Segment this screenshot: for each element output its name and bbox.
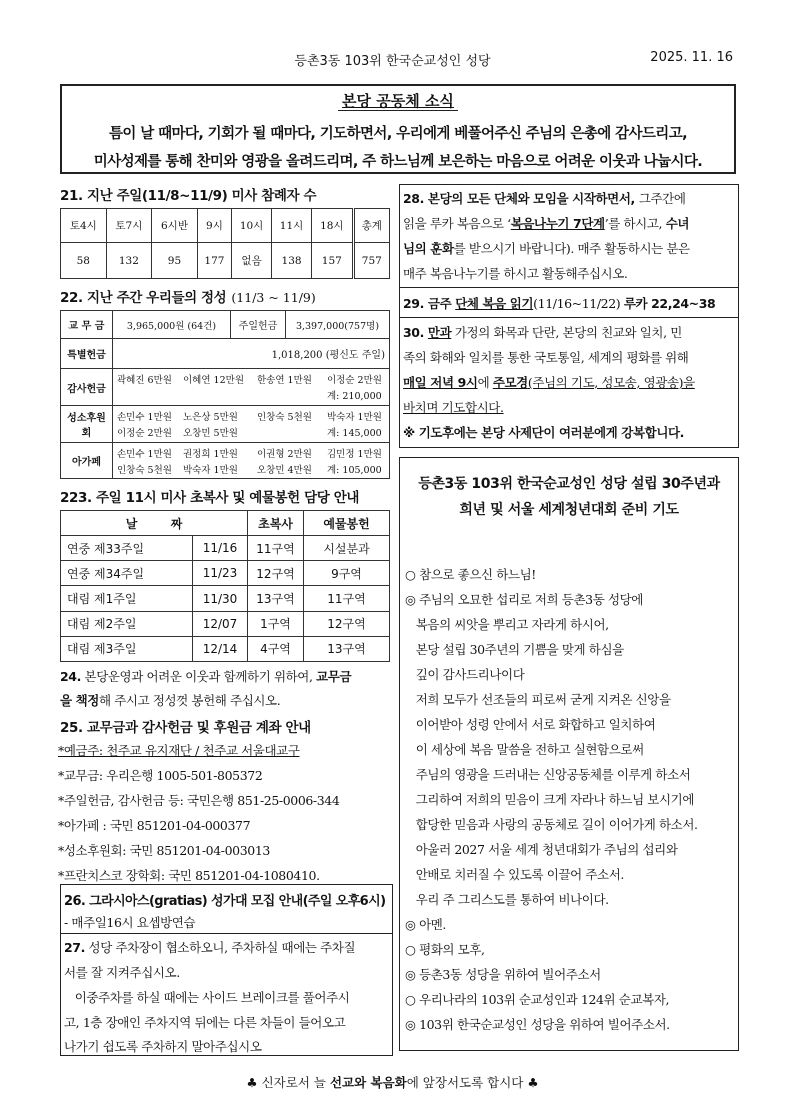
notice-emphasis: 복음나누기 7단계 [510, 216, 605, 231]
account-holder: *예금주: 천주교 유지재단 / 천주교 서울대교구 [58, 743, 300, 758]
account-line: *교무금: 우리은행 1005-501-805372 [58, 768, 263, 783]
notice-text: 성당 주차장이 협소하오니, 주차하실 때에는 주차질 [84, 940, 356, 955]
schedule-table [60, 510, 390, 662]
prayer-line: ◎ 주님의 오묘한 섭리로 저희 등촌3동 성당에 [405, 592, 643, 607]
account-line: *주일헌금, 감사헌금 등: 국민은행 851-25-0006-344 [58, 793, 340, 808]
attendance-title: 21. 지난 주일(11/8~11/9) 미사 참례자 수 [60, 188, 317, 204]
prayer-line: 우리 주 그리스도를 통하여 비나이다. [405, 892, 609, 907]
schedule-header-date: 날 짜 [61, 511, 248, 536]
prayer-line: ○ 우리나라의 103위 순교성인과 124위 순교복자, [405, 992, 670, 1007]
schedule-altar: 4구역 [248, 636, 304, 661]
notice-30-line-2: 족의 화해와 일치를 통한 국토통일, 세계의 평화를 위해 [403, 350, 689, 365]
notice-text: 를 받으시기 바랍니다). 매주 활동하시는 분은 [453, 241, 690, 256]
parking-line: 고, 1층 장애인 주차지역 뒤에는 다른 차들이 들어오고 [64, 1015, 346, 1030]
att-value-cell: 132 [106, 243, 152, 279]
att-value-cell: 157 [312, 243, 354, 279]
prayer-line: 이어받아 성령 안에서 서로 화합하고 일치하여 [405, 717, 656, 732]
att-value-cell: 95 [152, 243, 198, 279]
donor-name: 박숙자 1만원 [183, 465, 238, 476]
offering-names-cell [113, 406, 390, 443]
notice-24-line-2 [60, 691, 280, 709]
notice-number: 29. 금주 [403, 296, 456, 311]
schedule-offering: 13구역 [304, 636, 390, 661]
att-header-cell: 10시 [232, 209, 272, 243]
donor-name: 박숙자 1만원 [327, 412, 382, 423]
donor-name: 김민정 1만원 [327, 449, 382, 460]
donor-name: 이정순 2만원 [327, 375, 382, 386]
table-row [61, 561, 390, 586]
offering-category: 성소후원회 [61, 406, 113, 443]
att-value-cell: 177 [197, 243, 231, 279]
offering-category: 주일헌금 [231, 311, 286, 339]
weekly-reading-box [399, 288, 739, 318]
offering-value: 3,397,000(757명) [286, 311, 390, 339]
notice-emphasis: 매일 저녁 9시 [403, 375, 478, 390]
prayer-line: 안배로 치러질 수 있도록 이끌어 주소서. [405, 867, 624, 882]
choir-notice-box [60, 884, 393, 934]
schedule-offering: 시설분과 [304, 536, 390, 561]
notice-number: 24. [60, 669, 81, 684]
account-line: *아가페 : 국민 851201-04-000377 [58, 818, 251, 833]
bulletin-date: 2025. 11. 16 [650, 50, 733, 65]
donor-name: 노은상 5만원 [183, 412, 238, 423]
att-header-cell: 11시 [272, 209, 312, 243]
prayer-line: 복음의 씨앗을 뿌리고 자라게 하시어, [405, 617, 609, 632]
banner-line-2: 미사성제를 통해 찬미와 영광을 올려드리며, 주 하느님께 보은하는 마음으로 어려운 이웃과 나눕시다. [93, 154, 703, 170]
att-value-cell: 138 [272, 243, 312, 279]
notice-emphasis: 을 책정 [60, 693, 99, 708]
prayer-line: 아울러 2027 서울 세계 청년대회가 주님의 섭리와 [405, 842, 678, 857]
table-row [61, 586, 390, 611]
notice-28-line-1 [403, 189, 686, 207]
parking-line: 서를 잘 지켜주십시오. [64, 965, 180, 980]
choir-practice: - 매주일16시 요셉방연습 [64, 915, 196, 930]
schedule-altar: 12구역 [248, 561, 304, 586]
notice-emphasis: 수녀 [665, 216, 690, 231]
group-gospel-notice-box [399, 184, 739, 288]
att-value-cell: 58 [61, 243, 107, 279]
prayer-line: 깊이 감사드리나이다 [405, 667, 525, 682]
schedule-date: 11/30 [193, 586, 248, 611]
schedule-offering: 12구역 [304, 611, 390, 636]
weekly-reading [403, 294, 715, 312]
parking-line: 이중주차를 하실 때에는 사이드 브레이크를 풀어주시 [64, 990, 350, 1005]
donor-name: 권정희 1만원 [183, 449, 238, 460]
choir-notice-title: 26. 그라시아스(gratias) 성가대 모집 안내(주일 오후6시) [64, 894, 386, 909]
offering-total: 계: 145,000 [327, 428, 382, 439]
schedule-date: 11/16 [193, 536, 248, 561]
donor-name: 한송연 1만원 [257, 375, 312, 386]
att-header-cell: 6시반 [152, 209, 198, 243]
schedule-altar: 13구역 [248, 586, 304, 611]
parking-line: 나가기 쉽도록 주차하지 말아주십시오 [64, 1039, 262, 1054]
attendance-table [60, 208, 390, 279]
att-header-cell: 토7시 [106, 209, 152, 243]
notice-text: 해 주시고 정성껏 봉헌해 주십시오. [98, 693, 281, 708]
offering-names-cell [113, 443, 390, 479]
prayer-line: 주님의 영광을 드러내는 신앙공동체를 이루게 하소서 [405, 767, 691, 782]
offering-title-row [60, 286, 316, 306]
schedule-sunday: 대림 제3주일 [61, 636, 193, 661]
reading-period: (11/16~11/22) [533, 296, 624, 311]
blessing-note: ※ 기도후에는 본당 사제단이 여러분에게 강복합니다. [403, 425, 685, 440]
schedule-header-offering: 예물봉헌 [304, 511, 390, 536]
schedule-date: 11/23 [193, 561, 248, 586]
table-row [61, 536, 390, 561]
notice-text: 본당운영과 어려운 이웃과 함께하기 위하여, [80, 669, 317, 684]
notice-28-line-4: 매주 복음나누기를 하시고 활동해주십시오. [403, 266, 628, 281]
notice-28-line-3 [403, 239, 690, 257]
footer-text: 에 앞장서도록 합시다 ♣ [406, 1075, 539, 1090]
donor-name: 이혜연 12만원 [183, 375, 244, 386]
prayer-line: 본당 설립 30주년의 기쁨을 맞게 하심을 [405, 642, 624, 657]
att-header-cell: 18시 [312, 209, 354, 243]
notice-text: 그주간에 [638, 191, 686, 206]
att-header-cell: 총계 [353, 209, 389, 243]
prayer-line: ◎ 103위 한국순교성인 성당을 위하여 빌어주소서. [405, 1017, 670, 1032]
offering-category: 교 무 금 [61, 311, 113, 339]
notice-24-line-1 [60, 667, 351, 685]
schedule-title: 223. 주일 11시 미사 초복사 및 예물봉헌 담당 안내 [60, 490, 359, 506]
att-value-cell: 없음 [232, 243, 272, 279]
prayer-line: ◎ 등촌3동 성당을 위하여 빌어주소서 [405, 967, 601, 982]
schedule-sunday: 연중 제34주일 [61, 561, 193, 586]
schedule-offering: 9구역 [304, 561, 390, 586]
offering-total: 계: 105,000 [327, 465, 382, 476]
notice-emphasis: 만과 [427, 325, 452, 340]
notice-30-line-4: 바치며 기도합시다. [403, 400, 504, 415]
att-value-cell: 757 [353, 243, 389, 279]
schedule-sunday: 대림 제1주일 [61, 586, 193, 611]
prayer-line: 합당한 믿음과 사랑의 공동체로 길이 이어가게 하소서. [405, 817, 698, 832]
schedule-sunday: 연중 제33주일 [61, 536, 193, 561]
community-news-banner [60, 84, 736, 174]
account-info-title: 25. 교무금과 감사헌금 및 후원금 계좌 안내 [60, 720, 311, 736]
offering-table [60, 310, 390, 479]
banner-line-1: 틈이 날 때마다, 기회가 될 때마다, 기도하면서, 우리에게 베풀어주신 주님의 은총에 감사드리고, [108, 126, 688, 142]
prayer-line: 그리하여 저희의 믿음이 크게 자라나 하느님 보시기에 [405, 792, 695, 807]
donor-name: 인창숙 5천원 [257, 412, 312, 423]
offering-title: 22. 지난 주간 우리들의 정성 [60, 290, 227, 306]
notice-text: 에 [477, 375, 493, 390]
att-header-cell: 9시 [197, 209, 231, 243]
notice-emphasis: 28. 본당의 모든 단체와 모임을 시작하면서, [403, 191, 639, 206]
account-line: *성소후원회: 국민 851201-04-003013 [58, 843, 270, 858]
prayer-line: ○ 평화의 모후, [405, 942, 485, 957]
notice-text: ’를 하시고, [604, 216, 666, 231]
prayer-line: ◎ 아멘. [405, 917, 447, 932]
reading-passage: 루카 22,24~38 [623, 296, 716, 311]
notice-28-line-2 [403, 214, 689, 232]
notice-number: 27. [64, 940, 85, 955]
prayer-title-line-1: 등촌3동 103위 한국순교성인 성당 설립 30주년과 [418, 476, 720, 492]
schedule-altar: 1구역 [248, 611, 304, 636]
donor-name: 곽혜진 6만원 [117, 375, 172, 386]
notice-emphasis: 주모경 [492, 375, 528, 390]
schedule-offering: 11구역 [304, 586, 390, 611]
table-row [61, 636, 390, 661]
table-row [61, 611, 390, 636]
notice-text: (주님의 기도, 성모송, 영광송)을 [527, 375, 695, 390]
notice-30-line-1 [403, 323, 682, 341]
schedule-header-altar: 초복사 [248, 511, 304, 536]
schedule-altar: 11구역 [248, 536, 304, 561]
banner-title: 본당 공동체 소식 [338, 92, 458, 111]
donor-name: 인창숙 5천원 [117, 465, 172, 476]
notice-emphasis: 단체 복음 읽기 [455, 296, 534, 311]
account-line: *프란치스코 장학회: 국민 851201-04-1080410. [58, 868, 320, 883]
offering-names-cell [113, 369, 390, 406]
notice-text: 가정의 화목과 단란, 본당의 친교와 일치, 민 [451, 325, 682, 340]
offering-category: 감사헌금 [61, 369, 113, 406]
evening-prayer-box [399, 318, 739, 448]
parking-line [64, 938, 355, 956]
prayer-line: ○ 참으로 좋으신 하느님! [405, 567, 536, 582]
footer-emphasis: 선교와 복음화 [329, 1075, 407, 1090]
notice-30-line-3 [403, 373, 695, 391]
offering-value: 3,965,000원 (64건) [113, 311, 231, 339]
offering-period: (11/3 ~ 11/9) [231, 290, 316, 305]
prayer-title-line-2: 희년 및 서울 세계청년대회 준비 기도 [459, 502, 679, 518]
donor-name: 손민수 1만원 [117, 449, 172, 460]
notice-emphasis: 교무금 [316, 669, 352, 684]
prayer-line: 이 세상에 복음 말씀을 전하고 실현함으로써 [405, 742, 644, 757]
donor-name: 이권형 2만원 [257, 449, 312, 460]
donor-name: 손민수 1만원 [117, 412, 172, 423]
donor-name: 이정순 2만원 [117, 428, 172, 439]
schedule-date: 12/07 [193, 611, 248, 636]
donor-name: 오창민 4만원 [257, 465, 312, 476]
footer-motto [0, 1073, 785, 1091]
offering-category: 특별헌금 [61, 339, 113, 369]
notice-emphasis: 님의 훈화 [403, 241, 454, 256]
offering-category: 아가페 [61, 443, 113, 479]
parking-notice-box [60, 934, 393, 1056]
page-title: 등촌3동 103위 한국순교성인 성당 [294, 54, 491, 69]
schedule-sunday: 대림 제2주일 [61, 611, 193, 636]
notice-text: 읽을 루카 복음으로 ‘ [403, 216, 511, 231]
prayer-line: 저희 모두가 선조들의 피로써 굳게 지켜온 신앙을 [405, 692, 671, 707]
att-header-cell: 토4시 [61, 209, 107, 243]
footer-text: ♣ 신자로서 늘 [246, 1075, 330, 1090]
schedule-date: 12/14 [193, 636, 248, 661]
offering-value: 1,018,200 (평신도 주일) [113, 339, 390, 369]
offering-total: 계: 210,000 [327, 391, 382, 402]
donor-name: 오창민 5만원 [183, 428, 238, 439]
notice-number: 30. [403, 325, 428, 340]
